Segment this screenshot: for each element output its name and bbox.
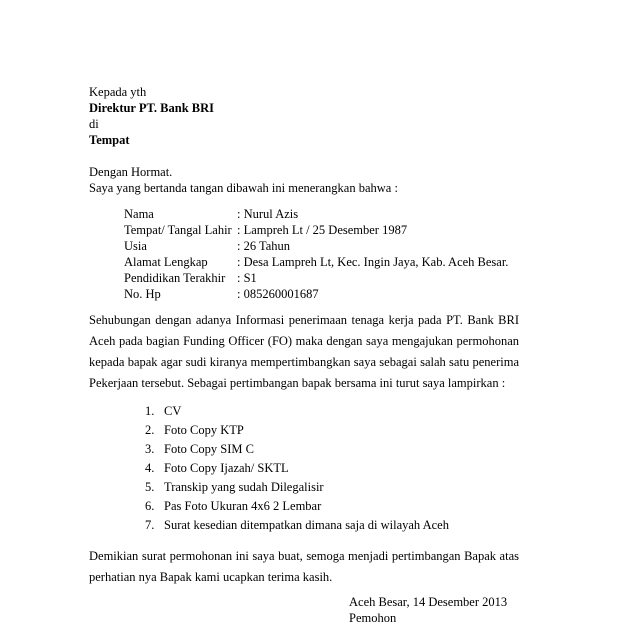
detail-label: Tempat/ Tangal Lahir xyxy=(124,223,232,237)
attachment-number: 7. xyxy=(145,518,155,532)
detail-value: : Desa Lampreh Lt, Kec. Ingin Jaya, Kab. Aceh Besar. xyxy=(237,255,509,269)
detail-value: : S1 xyxy=(237,271,257,285)
recipient-tempat: Tempat xyxy=(89,133,130,147)
attachment-item: Foto Copy SIM C xyxy=(164,442,254,456)
attachment-item: Pas Foto Ukuran 4x6 2 Lembar xyxy=(164,499,322,513)
attachment-item: Foto Copy KTP xyxy=(164,423,244,437)
recipient-kepada: Kepada yth xyxy=(89,85,147,99)
attachment-item: Foto Copy Ijazah/ SKTL xyxy=(164,461,289,475)
paragraph-2-line: Demikian surat permohonan ini saya buat, semoga menjadi pertimbangan Bapak atas xyxy=(89,549,519,563)
recipient-di: di xyxy=(89,117,99,131)
attachment-item: Transkip yang sudah Dilegalisir xyxy=(164,480,324,494)
opening-intro: Saya yang bertanda tangan dibawah ini menerangkan bahwa : xyxy=(89,181,398,195)
attachment-number: 3. xyxy=(145,442,155,456)
detail-value: : 085260001687 xyxy=(237,287,319,301)
detail-label: Nama xyxy=(124,207,154,221)
paragraph-2-line: perhatian nya Bapak kami ucapkan terima kasih. xyxy=(89,570,333,584)
attachment-item: CV xyxy=(164,404,182,418)
detail-value: : Lampreh Lt / 25 Desember 1987 xyxy=(237,223,408,237)
closing-pemohon: Pemohon xyxy=(349,611,397,625)
attachment-number: 5. xyxy=(145,480,155,494)
recipient-direktur: Direktur PT. Bank BRI xyxy=(89,101,215,115)
paragraph-1-line: Pekerjaan tersebut. Sebagai pertimbangan bapak bersama ini turut saya lampirkan : xyxy=(89,376,506,390)
detail-label: Pendidikan Terakhir xyxy=(124,271,226,285)
detail-label: Alamat Lengkap xyxy=(124,255,208,269)
attachment-number: 4. xyxy=(145,461,155,475)
detail-label: Usia xyxy=(124,239,147,253)
closing-place-date: Aceh Besar, 14 Desember 2013 xyxy=(349,595,508,609)
detail-value: : Nurul Azis xyxy=(237,207,299,221)
detail-value: : 26 Tahun xyxy=(237,239,291,253)
paragraph-1-line: kepada bapak agar sudi kiranya mempertimbangkan saya sebagai salah satu penerima xyxy=(89,355,519,369)
opening-salam: Dengan Hormat. xyxy=(89,165,173,179)
attachment-number: 2. xyxy=(145,423,155,437)
detail-label: No. Hp xyxy=(124,287,161,301)
attachment-number: 6. xyxy=(145,499,155,513)
attachment-number: 1. xyxy=(145,404,155,418)
paragraph-1-line: Aceh pada bagian Funding Officer (FO) maka dengan saya mengajukan permohonan xyxy=(89,334,519,348)
paragraph-1-line: Sehubungan dengan adanya Informasi penerimaan tenaga kerja pada PT. Bank BRI xyxy=(89,313,519,327)
attachment-item: Surat kesedian ditempatkan dimana saja di wilayah Aceh xyxy=(164,518,449,532)
